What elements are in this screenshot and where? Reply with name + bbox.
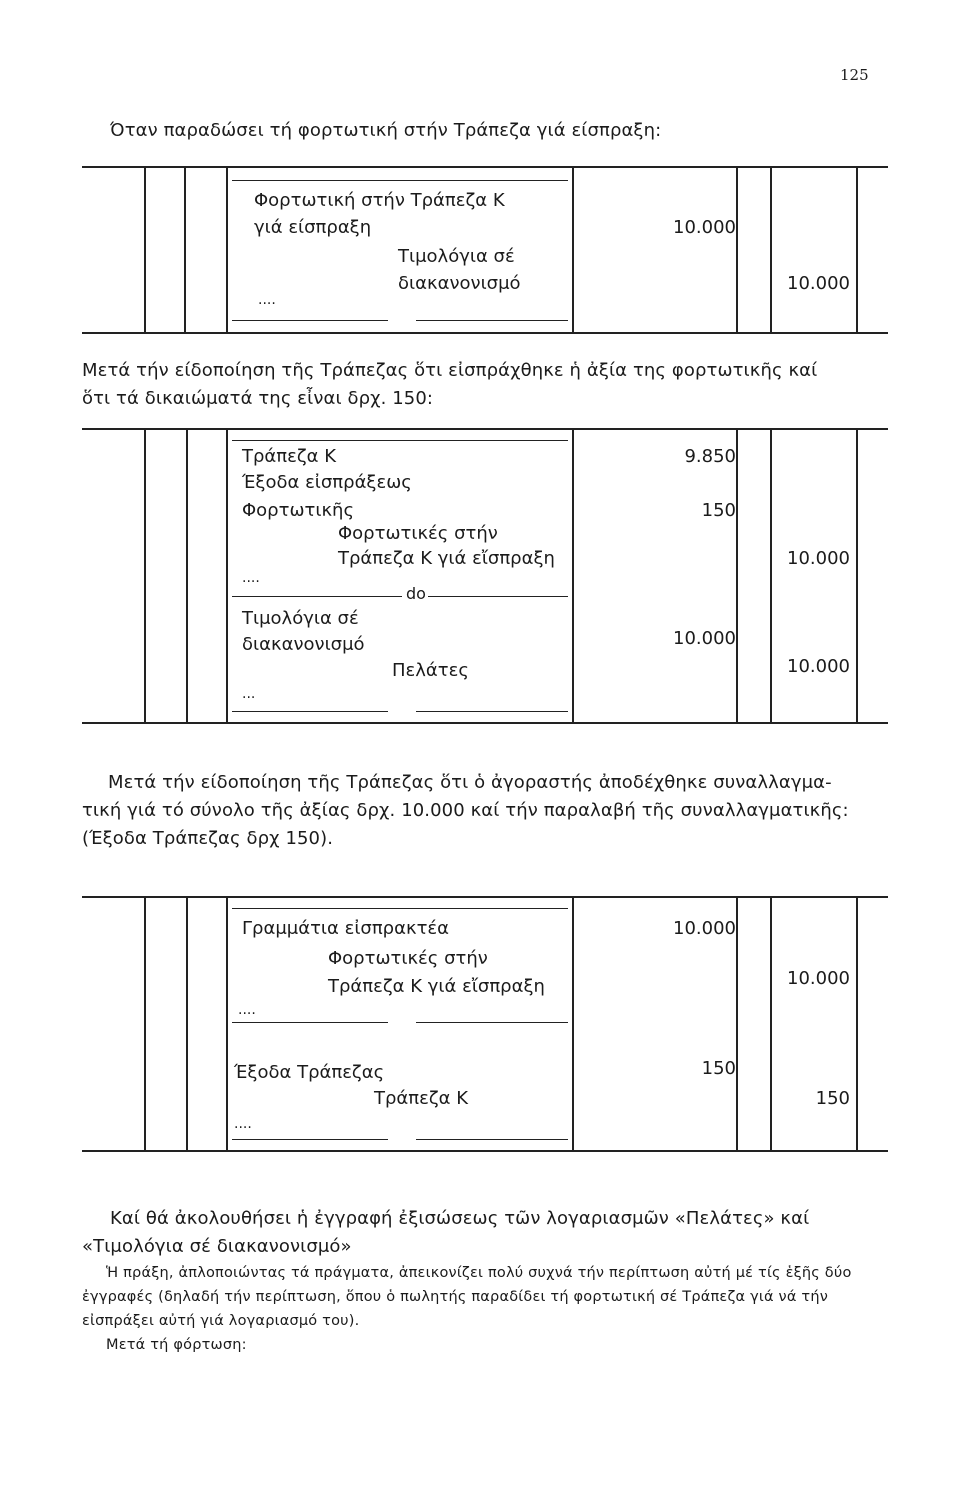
ellipsis: .... (258, 292, 276, 308)
account-label: Φορτωτικές στήν (328, 948, 488, 969)
page-number: 125 (840, 66, 869, 84)
debit-amount: 9.850 (684, 446, 736, 467)
note-line-3: εἰσπράξει αὐτή γιά λογαριασμό του). (82, 1313, 360, 1329)
journal-entry-2 (82, 428, 888, 724)
paragraph-3-line-1: Μετά τήν είδοποίηση τῆς Τράπεζας ὅτι ὁ ἀγοραστής ἀποδέχθηκε συναλλαγμα- (108, 772, 832, 793)
account-label: διακανονισμό (398, 273, 521, 294)
ellipsis: .... (234, 1116, 252, 1132)
credit-amount: 10.000 (787, 968, 850, 989)
credit-amount: 10.000 (787, 548, 850, 569)
account-label: γιά είσπραξη (254, 217, 372, 238)
ellipsis: ... (242, 686, 256, 702)
debit-amount: 10.000 (673, 217, 736, 238)
ellipsis: .... (238, 1002, 256, 1018)
account-label: Τιμολόγια σέ (242, 608, 359, 629)
paragraph-4-line-2: «Τιμολόγια σέ διακανονισμό» (82, 1236, 352, 1257)
paragraph-2-line-1: Μετά τήν είδοποίηση τῆς Τράπεζας ὅτι εἰσπράχθηκε ἡ ἀξία της φορτωτικῆς καί (82, 360, 818, 381)
account-label: Τιμολόγια σέ (398, 246, 515, 267)
debit-amount: 150 (701, 1058, 736, 1079)
account-label: Φορτωτικῆς (242, 500, 355, 521)
account-label: Πελάτες (392, 660, 469, 681)
account-label: Φορτωτική στήν Τράπεζα Κ (254, 190, 505, 211)
paragraph-3-line-3: (Έξοδα Τράπεζας δρχ 150). (82, 828, 334, 849)
account-label: Φορτωτικές στήν (338, 523, 498, 544)
credit-amount: 10.000 (787, 273, 850, 294)
paragraph-4-line-1: Καί θά ἀκολουθήσει ἡ ἐγγραφή ἐξισώσεως τῶν λογαριασμῶν «Πελάτες» καί (110, 1208, 810, 1229)
note-line-1: Ἡ πράξη, ἀπλοποιώντας τά πράγματα, ἀπεικονίζει πολύ συχνά τήν περίπτωση αὐτή μέ τίς ἑξῆς δύο (106, 1265, 852, 1281)
account-label: Τράπεζα Κ (374, 1088, 469, 1109)
debit-amount: 150 (701, 500, 736, 521)
ellipsis: .... (242, 570, 260, 586)
intro-paragraph: Όταν παραδώσει τή φορτωτική στήν Τράπεζα γιά είσπραξη: (110, 120, 662, 141)
debit-amount: 10.000 (673, 628, 736, 649)
final-heading: Μετά τή φόρτωση: (106, 1337, 247, 1353)
debit-amount: 10.000 (673, 918, 736, 939)
paragraph-3-line-2: τική γιά τό σύνολο τῆς ἀξίας δρχ. 10.000 καί τήν παραλαβή τῆς συναλλαγματικῆς: (82, 800, 849, 821)
ditto-mark: do (406, 584, 426, 603)
credit-amount: 150 (815, 1088, 850, 1109)
journal-entry-1 (82, 166, 888, 334)
account-label: διακανονισμό (242, 634, 365, 655)
note-line-2: ἐγγραφές (δηλαδή τήν περίπτωση, ὅπου ὁ πωλητής παραδίδει τή φορτωτική σέ Τράπεζα γιά νά τήν (82, 1289, 829, 1305)
journal-entry-3 (82, 896, 888, 1152)
account-label: Έξοδα Τράπεζας (234, 1062, 385, 1083)
account-label: Γραμμάτια εἰσπρακτέα (242, 918, 449, 939)
credit-amount: 10.000 (787, 656, 850, 677)
account-label: Τράπεζα Κ (242, 446, 337, 467)
paragraph-2-line-2: ὅτι τά δικαιώματά της εἶναι δρχ. 150: (82, 388, 434, 409)
account-label: Έξοδα εἰσπράξεως (242, 472, 412, 493)
account-label: Τράπεζα Κ γιά εἴσπραξη (338, 548, 555, 569)
account-label: Τράπεζα Κ γιά εἴσπραξη (328, 976, 545, 997)
